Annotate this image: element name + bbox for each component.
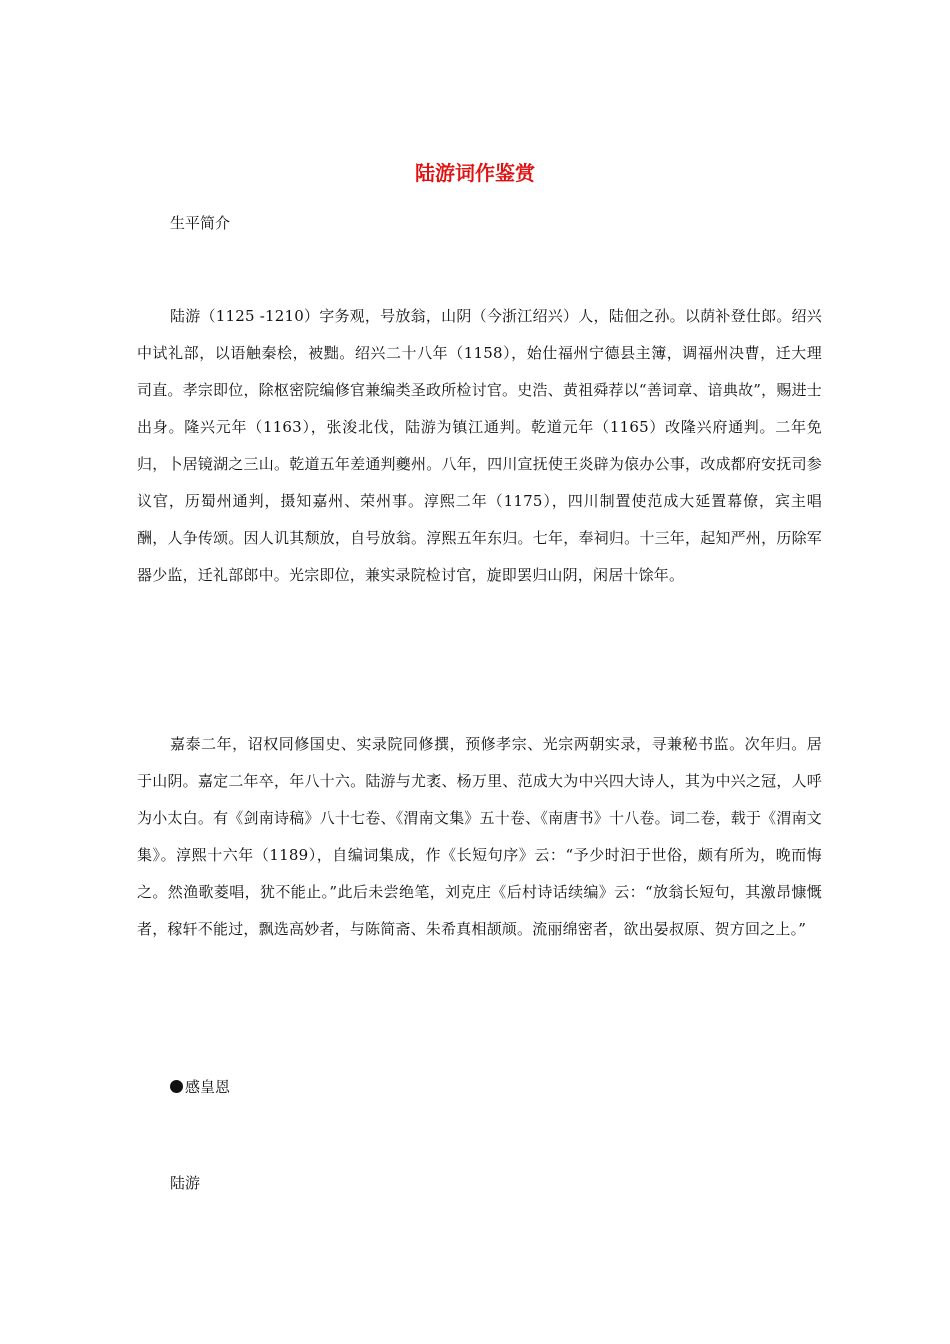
poem-title-line bbox=[170, 1076, 230, 1098]
poem-title: 感皇恩 bbox=[185, 1078, 231, 1096]
bullet-icon bbox=[170, 1080, 183, 1093]
page-title: 陆游词作鉴赏 bbox=[415, 161, 535, 185]
biography-paragraph-1: 陆游（1125 -1210）字务观，号放翁，山阴（今浙江绍兴）人，陆佃之孙。以荫补登仕郎。绍兴中试礼部，以语触秦桧，被黜。绍兴二十八年（1158），始仕福州宁德县主簿，调福州决曹，迁大理司直。孝宗即位，除枢密院编修官兼编类圣政所检讨官。史浩、黄祖舜荐以“善词章、谙典故”，赐进士出身。隆兴元年（1163），张浚北伐，陆游为镇江通判。乾道元年（1165）改隆兴府通判。二年免归，卜居镜湖之三山。乾道五年差通判夔州。八年，四川宣抚使王炎辟为偯办公事，改成都府安抚司参议官，历蜀州通判，摄知嘉州、荣州事。淳熙二年（1175），四川制置使范成大延置幕僚，宾主唱酬，人争传颂。因人讥其颓放，自号放翁。淳熙五年东归。七年，奉祠归。十三年，起知严州，历除军器少监，迁礼部郎中。光宗即位，兼实录院检讨官，旋即罢归山阴，闲居十馀年。 bbox=[137, 307, 822, 584]
section-heading: 生平简介 bbox=[170, 214, 231, 232]
biography-paragraph-2: 嘉泰二年，诏权同修国史、实录院同修撰，预修孝宗、光宗两朝实录，寻兼秘书监。次年归。居于山阴。嘉定二年卒，年八十六。陆游与尤袤、杨万里、范成大为中兴四大诗人，其为中兴之冠，人呼为小太白。有《剑南诗稿》八十七卷、《渭南文集》五十卷、《南唐书》十八卷。词二卷，载于《渭南文集》。淳熙十六年（1189），自编词集成，作《长短句序》云：“予少时汩于世俗，颇有所为，晚而悔之。然渔歌菱唱，犹不能止。”此后未尝绝笔，刘克庄《后村诗话续编》云：“放翁长短句，其激昂慷慨者，稼轩不能过，飘选高妙者，与陈简斋、朱希真相颉颃。流丽绵密者，欲出晏叔原、贺方回之上。” bbox=[137, 735, 822, 938]
poem-author: 陆游 bbox=[170, 1174, 201, 1192]
